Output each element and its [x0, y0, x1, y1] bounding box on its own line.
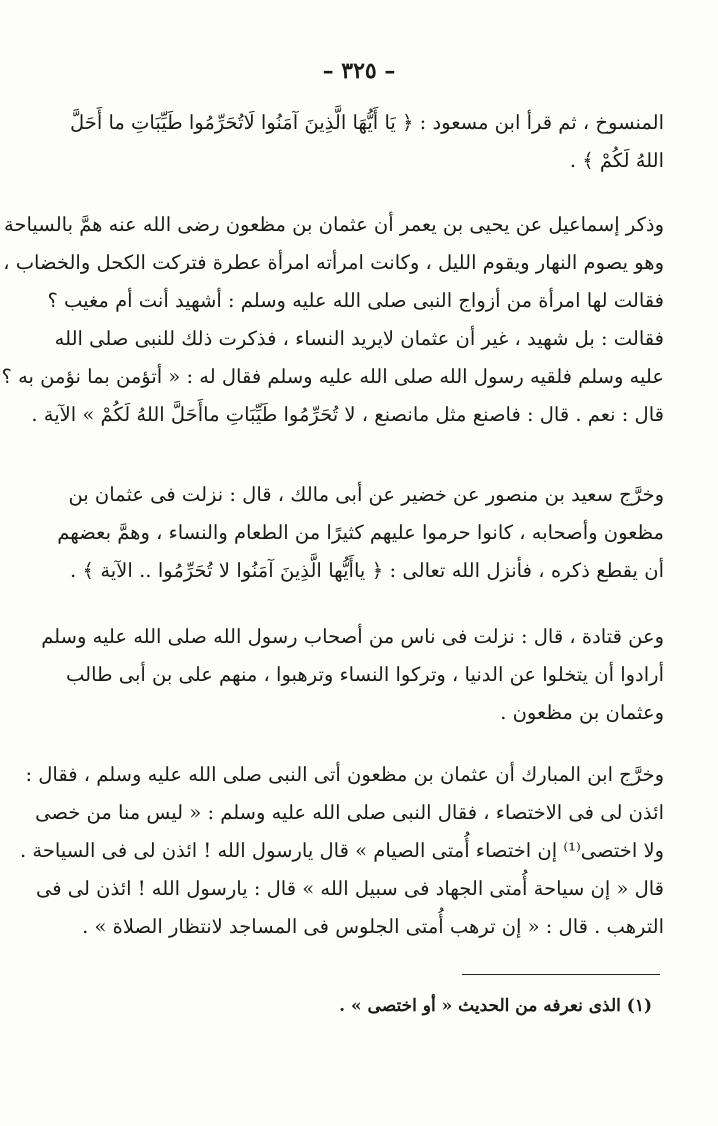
footnote: (١) الذى نعرفه من الحديث « أو اختصى » . — [339, 996, 652, 1016]
page-number: – ٣٢٥ – — [322, 58, 396, 84]
footnote-divider — [462, 974, 660, 975]
text-line: قال : نعم . قال : فاصنع مثل مانصنع ، لا تُحَرِّمُوا طَيِّبَاتِ ماأَحَلَّ اللهُ لَكُمْ » الآية . — [31, 403, 664, 426]
text-line: أن يقطع ذكره ، فأنزل الله تعالى : ﴿ ياأَيُّها الَّذِينَ آمَنُوا لا تُحَرِّمُوا .. الآية ﴾ . — [70, 559, 664, 582]
text-line: ائذن لى فى الاختصاء ، فقال النبى صلى الله عليه وسلم : « ليس منا من خصى — [35, 801, 664, 824]
text-line: قال « إن سياحة أُمتى الجهاد فى سبيل الله » قال : يارسول الله ! ائذن لى فى — [36, 877, 664, 900]
text-line: وهو يصوم النهار ويقوم الليل ، وكانت امرأته امرأة عطرة فتركت الكحل والخضاب ، — [3, 251, 664, 274]
text-line: الترهب . قال : « إن ترهب أُمتى الجلوس فى المساجد لانتظار الصلاة » . — [82, 915, 664, 938]
text-line: وعثمان بن مظعون . — [500, 701, 664, 724]
text-line: وذكر إسماعيل عن يحيى بن يعمر أن عثمان بن مظعون رضى الله عنه همَّ بالسياحة — [3, 213, 664, 236]
text-line: وخرَّج ابن المبارك أن عثمان بن مظعون أتى النبى صلى الله عليه وسلم ، فقال : — [25, 763, 664, 786]
text-line: فقالت : بل شهيد ، غير أن عثمان لايريد النساء ، فذكرت ذلك للنبى صلى الله — [54, 327, 664, 350]
text-line: وعن قتادة ، قال : نزلت فى ناس من أصحاب رسول الله صلى الله عليه وسلم — [41, 625, 664, 648]
text-line: مظعون وأصحابه ، كانوا حرموا عليهم كثيرًا من الطعام والنساء ، وهمَّ بعضهم — [57, 521, 664, 544]
text-line: أرادوا أن يتخلوا عن الدنيا ، وتركوا النساء وترهبوا ، منهم على بن أبى طالب — [66, 663, 664, 686]
text-line: فقالت لها امرأة من أزواج النبى صلى الله عليه وسلم : أشهيد أنت أم مغيب ؟ — [47, 289, 664, 312]
text-line: المنسوخ ، ثم قرأ ابن مسعود : ﴿ يَا أَيُّهَا الَّذِينَ آمَنُوا لَاتُحَرِّمُوا طَيِّبَاتِ ما أَحَلَّ — [70, 111, 664, 134]
text-line: عليه وسلم فلقيه رسول الله صلى الله عليه وسلم فقال له : « أتؤمن بما نؤمن به ؟ — [1, 365, 664, 388]
text-line: وخرَّج سعيد بن منصور عن خضير عن أبى مالك ، قال : نزلت فى عثمان بن — [68, 483, 664, 506]
text-line: ولا اختصى⁽¹⁾ إن اختصاء أُمتى الصيام » قال يارسول الله ! ائذن لى فى السياحة . — [19, 839, 664, 862]
text-line: اللهُ لَكُمْ ﴾ . — [569, 149, 664, 172]
